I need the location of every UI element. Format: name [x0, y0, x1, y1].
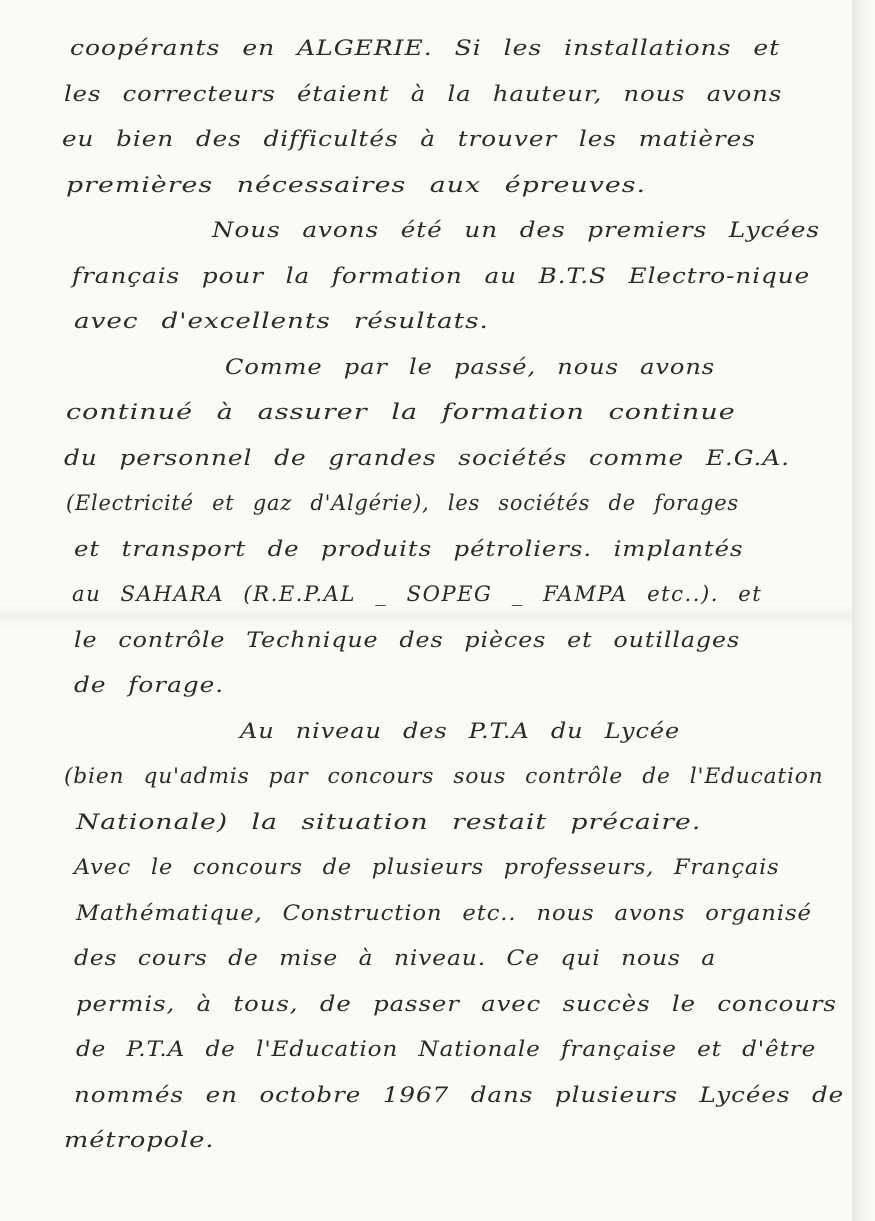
handwritten-letter-body	[62, 26, 844, 1164]
text-line: coopérants en ALGERIE. Si les installations et	[70, 36, 781, 60]
text-line: français pour la formation au B.T.S Electro-nique	[72, 263, 811, 288]
text-line: Comme par le passé, nous avons	[225, 354, 716, 379]
text-line: (bien qu'admis par concours sous contrôle de l'Education	[64, 764, 824, 788]
text-line: continué à assurer la formation continue	[66, 400, 736, 424]
text-line: nommés en octobre 1967 dans plusieurs Lycées de	[74, 1082, 845, 1107]
text-line: Nationale) la situation restait précaire.	[76, 809, 702, 834]
text-line: des cours de mise à niveau. Ce qui nous a	[74, 946, 717, 970]
text-line: premières nécessaires aux épreuves.	[66, 172, 647, 197]
text-line: (Electricité et gaz d'Algérie), les sociétés de forages	[66, 491, 739, 515]
text-line: les correcteurs étaient à la hauteur, nous avons	[64, 81, 783, 106]
text-line: métropole.	[64, 1128, 215, 1152]
text-line: permis, à tous, de passer avec succès le concours	[76, 991, 837, 1016]
text-line: avec d'excellents résultats.	[74, 309, 489, 333]
scan-edge-shadow	[852, 0, 875, 1221]
text-line: de P.T.A de l'Education Nationale française et d'être	[76, 1037, 817, 1061]
text-line: Nous avons été un des premiers Lycées	[212, 218, 821, 242]
text-line: le contrôle Technique des pièces et outillages	[74, 627, 741, 652]
text-line: Mathématique, Construction etc.. nous avons organisé	[76, 900, 812, 925]
text-line: du personnel de grandes sociétés comme E.G.A.	[64, 445, 790, 470]
text-line: Au niveau des P.T.A du Lycée	[240, 718, 681, 743]
text-line: au SAHARA (R.E.P.AL _ SOPEG _ FAMPA etc..). et	[72, 582, 763, 606]
text-line: eu bien des difficultés à trouver les matières	[62, 127, 756, 151]
text-line: et transport de produits pétroliers. implantés	[74, 536, 744, 561]
text-line: de forage.	[74, 673, 225, 697]
text-line: Avec le concours de plusieurs professeurs, Français	[74, 855, 780, 879]
